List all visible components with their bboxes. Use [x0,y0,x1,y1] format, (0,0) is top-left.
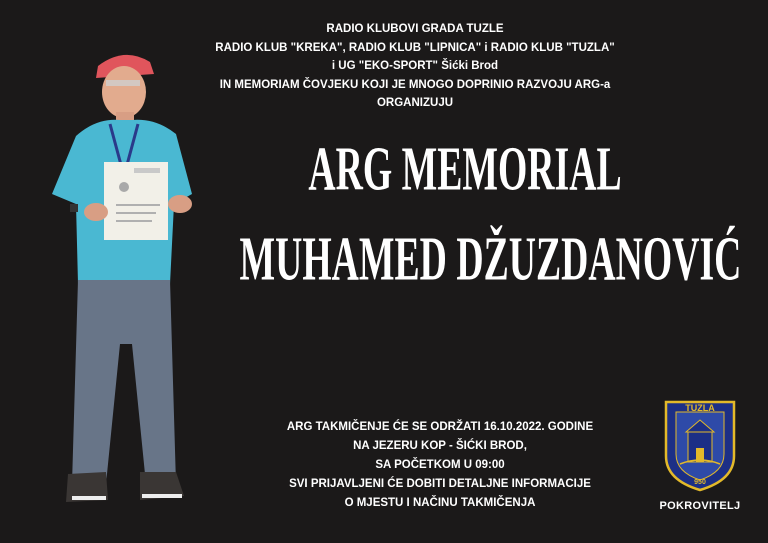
person-photo [36,44,216,514]
header-line: RADIO KLUBOVI GRADA TUZLE [326,23,504,35]
info-line: SA POČETKOM U 09:00 [375,459,505,471]
info-line: ARG TAKMIČENJE ĆE SE ODRŽATI 16.10.2022. GODINE [286,421,594,433]
header-line: i UG "EKO-SPORT" Šićki Brod [331,60,499,73]
event-info [240,418,640,513]
header-line: RADIO KLUB "KREKA", RADIO KLUB "LIPNICA" i RADIO KLUB "TUZLA" [215,41,615,54]
header-text [180,20,650,113]
header-line: ORGANIZUJU [376,97,454,110]
sponsor-label: POKROVITELJ [659,500,741,512]
info-line: SVI PRIJAVLJENI ĆE DOBITI DETALJNE INFORMACIJE [289,478,591,490]
header-line: IN MEMORIAM ČOVJEKU KOJI JE MNOGO DOPRINIO RAZVOJU ARG-a [219,78,611,91]
tuzla-coat-of-arms-icon [662,398,738,492]
info-line: NA JEZERU KOP - ŠIĆKI BROD, [353,440,527,452]
title-line-2: MUHAMED DŽUZDANOVIĆ [239,224,742,293]
crest-bottom-text: 950 [694,479,706,486]
info-line: O MJESTU I NAČINU TAKMIČENJA [344,497,536,509]
title-line-1: ARG MEMORIAL [308,134,622,203]
crest-top-text: TUZLA [685,403,715,413]
